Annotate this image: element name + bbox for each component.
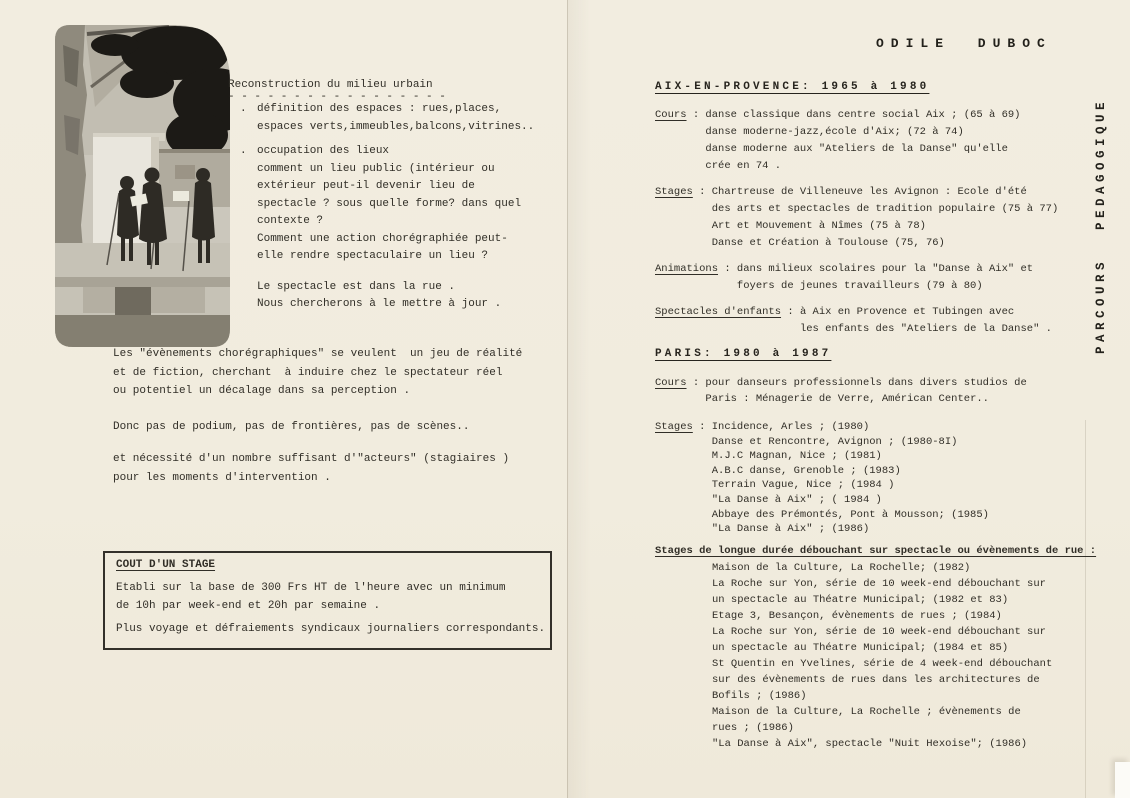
entry-aix-cours xyxy=(655,107,1020,175)
entry-separator: : xyxy=(692,421,712,433)
entry-lines: danse classique dans centre social Aix ; (65 à 69) danse moderne-jazz,école d'Aix; (72 à 74) danse moderne aux "Ateliers de la Danse" qu'elle crée en 74 . xyxy=(705,109,1021,172)
section-heading-aix: AIX-EN-PROVENCE: 1965 à 1980 xyxy=(655,81,930,93)
page-fold xyxy=(567,0,600,798)
entry-lines: Incidence, Arles ; (1980) Danse et Rencontre, Avignon ; (1980-8I) M.J.C Magnan, Nice ; (1981) A.B.C danse, Grenoble ; (1983) Terrain Vague, Nice ; (1984 ) "La Danse à Aix" ; ( 1984 ) Abbaye des Prémontés, Pont à Mousson; (1985) "La Danse à Aix" ; (1986) xyxy=(711,421,989,536)
paragraph-podium: Donc pas de podium, pas de frontières, pas de scènes.. xyxy=(113,421,470,433)
street-rehearsal-photo xyxy=(55,25,230,347)
entry-lines: Chartreuse de Villeneuve les Avignon : Ecole d'été des arts et spectacles de tradition populaire (75 à 77) Art et Mouvement à Nîmes (75 à 78) Danse et Création à Toulouse (75, 76) xyxy=(711,186,1059,249)
left-heading-text: Reconstruction du milieu urbain xyxy=(228,79,433,91)
entry-aix-spectacles-enfants xyxy=(655,304,1052,338)
left-heading-underline-dashes: - - - - - - - - - - - - - - - - - xyxy=(228,91,446,103)
bullet-occupation-lieux xyxy=(240,143,534,266)
entry-separator: : xyxy=(718,263,737,275)
author-name: ODILE DUBOC xyxy=(876,36,1052,51)
section-longue-duree xyxy=(655,543,1096,752)
bullet-marker: . xyxy=(240,103,247,115)
bullet-occupation-lines: occupation des lieux comment un lieu public (intérieur ou extérieur peut-il devenir lieu de spectacle ? sous quelle forme? dans quel contexte ? Comment une action chorégraphiée peut- elle rendre spectaculaire un lieu ? xyxy=(257,145,522,262)
entry-paris-cours xyxy=(655,375,1027,407)
entry-lines: pour danseurs professionnels dans divers studios de Paris : Ménagerie de Verre, Américan Center.. xyxy=(705,377,1027,405)
entry-aix-animations xyxy=(655,261,1033,295)
entry-separator: : xyxy=(781,306,800,318)
entry-separator: : xyxy=(686,109,706,121)
cost-box-lines: Etabli sur la base de 300 Frs HT de l'heure avec un minimum de 10h par week-end et 20h par semaine . Plus voyage et défraiements syndicaux journaliers correspondants. xyxy=(116,582,546,635)
entry-label: Stages xyxy=(655,186,693,198)
entry-separator: : xyxy=(686,377,706,389)
bullet-definition-lines: définition des espaces : rues,places, espaces verts,immeubles,balcons,vitrines.. xyxy=(257,103,535,133)
section-heading-paris: PARIS: 1980 à 1987 xyxy=(655,348,832,360)
entry-aix-stages xyxy=(655,184,1058,252)
longue-duree-heading: Stages de longue durée débouchant sur spectacle ou évènements de rue : xyxy=(655,545,1097,557)
entry-label: Spectacles d'enfants xyxy=(655,306,782,318)
entry-lines: dans milieux scolaires pour la "Danse à Aix" et foyers de jeunes travailleurs (79 à 80) xyxy=(736,263,1034,292)
bullet-marker: . xyxy=(240,145,247,157)
street-note: Le spectacle est dans la rue . Nous chercherons à le mettre à jour . xyxy=(257,280,502,310)
bullet-list xyxy=(240,101,534,314)
entry-paris-stages xyxy=(655,420,989,537)
entry-label: Cours xyxy=(655,109,687,121)
entry-label: Stages xyxy=(655,421,693,433)
paragraph-acteurs: et nécessité d'un nombre suffisant d'"acteurs" (stagiaires ) pour les moments d'intervention . xyxy=(113,453,510,484)
longue-duree-lines: Maison de la Culture, La Rochelle; (1982) La Roche sur Yon, série de 10 week-end débouchant sur un spectacle au Théatre Municipal; (1982 et 83) Etage 3, Besançon, évènements de rues ; (1984) La Roche sur Yon, série de 10 week-end débouchant sur un spectacle au Théatre Municipal; (1984 et 85) St Quentin en Yvelines, série de 4 week-end débouchant sur des évènements de rues dans les architectures de Bofils ; (1986) Maison de la Culture, La Rochelle ; évènements de rues ; (1986) "La Danse à Aix", spectacle "Nuit Hexoise"; (1986) xyxy=(712,562,1053,750)
side-title-vertical: PARCOURS PEDAGOGIQUE xyxy=(1094,97,1108,355)
cost-box-title: COUT D'UN STAGE xyxy=(116,559,216,571)
paragraph-evenements: Les "évènements chorégraphiques" se veulent un jeu de réalité et de fiction, cherchant à induire chez le spectateur réel ou potentiel un décalage dans sa perception . xyxy=(113,348,523,397)
entry-label: Cours xyxy=(655,377,687,389)
cost-box xyxy=(103,551,552,650)
entry-lines: à Aix en Provence et Tubingen avec les enfants des "Ateliers de la Danse" . xyxy=(799,306,1052,335)
entry-separator: : xyxy=(692,186,712,198)
under-page-corner xyxy=(1115,762,1130,798)
entry-label: Animations xyxy=(655,263,719,275)
bullet-definition-espaces xyxy=(240,101,534,136)
photo-illustration xyxy=(55,25,230,347)
